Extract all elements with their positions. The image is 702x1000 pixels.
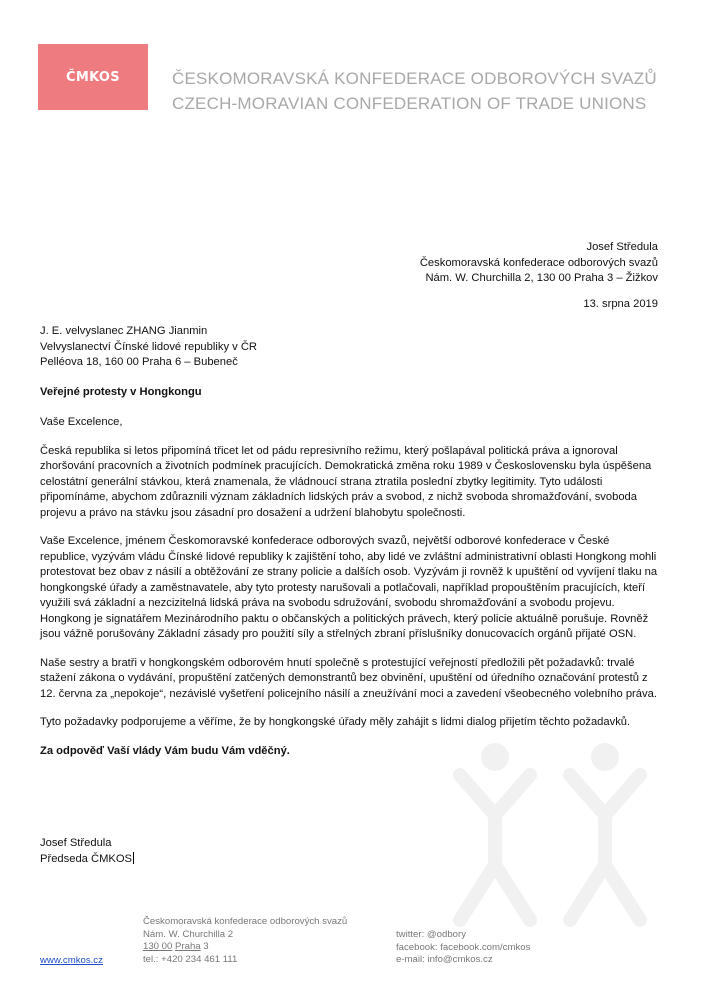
salutation: Vaše Excelence, <box>40 416 123 428</box>
watermark-figures-icon <box>400 735 700 935</box>
signature-name: Josef Středula <box>40 837 112 849</box>
sender-org: Českomoravská konfederace odborových svazů <box>419 256 658 269</box>
footer-postcode: 130 00 <box>143 941 173 952</box>
footer-facebook: facebook: facebook.com/cmkos <box>396 941 531 953</box>
org-name-czech: ČESKOMORAVSKÁ KONFEDERACE ODBOROVÝCH SVAZŮ <box>172 69 657 88</box>
signature-block <box>40 836 134 867</box>
footer-phone: tel.: +420 234 461 111 <box>143 953 238 965</box>
paragraph-5: Za odpověď Vaší vlády Vám budu Vám vděčný. <box>40 744 290 757</box>
sender-name: Josef Středula <box>586 241 658 253</box>
sender-address: Nám. W. Churchilla 2, 130 00 Praha 3 – Žižkov <box>425 272 658 284</box>
paragraph-4: Tyto požadavky podporujeme a věříme, že by hongkongské úřady měly zahájit s lidmi dialog přijetím těchto požadavků. <box>40 716 631 728</box>
footer-contacts <box>396 929 530 967</box>
addressee-line-3: Pelléova 18, 160 00 Praha 6 – Bubeneč <box>40 356 238 368</box>
logo <box>38 44 148 110</box>
paragraph-1: Česká republika si letos připomíná třicet let od pádu represivního režimu, který pošlapával politická práva a ignoroval zhoršování pracovních a životních podmínek pracujících. Demokratická změna roku 1989 v Československu byla úspěšena celostátní generální stávkou, která znamenala, že vládnoucí strana ztratila poslední zbytky legitimity. Tyto události připomínáme, abychom zdůraznili význam základních lidských práv a svobod, z nichž svoboda shromažďování, svoboda projevu a právo na stávku jsou zásadní pro dosažení a udržení blahobytu společnosti. <box>40 444 652 519</box>
footer-org: Českomoravská konfederace odborových svazů <box>143 916 348 927</box>
footer-city-line <box>143 941 347 954</box>
footer-email: e-mail: info@cmkos.cz <box>396 954 493 965</box>
sender-block <box>420 240 658 287</box>
addressee-line-2: Velvyslanectví Čínské lidové republiky v ČR <box>40 340 258 353</box>
footer-address <box>143 916 347 966</box>
addressee-block <box>40 324 257 371</box>
addressee-line-1: J. E. velvyslanec ZHANG Jianmin <box>40 325 208 337</box>
website-link[interactable]: www.cmkos.cz <box>40 955 103 966</box>
letter-subject: Veřejné protesty v Hongkongu <box>40 386 202 398</box>
paragraph-2: Vaše Excelence, jménem Českomoravské konfederace odborových svazů, největší odborové konfederace v České republice, vyzývám vládu Čínské lidové republiky k zajištění toho, aby lidé ve zvláštní administrativní oblasti Hongkong mohli protestovat bez obav z násilí a obtěžování ze strany policie a dalších osob. Vyzývám ji rovněž k upuštění od vyvíjení tlaku na hongkongské úřady a zaměstnavatele, aby tyto protesty narušovali a potlačovali, například propouštěním pracujících, kteří využili svá základní a nezcizitelná lidská práva na svobodu sdružování, svobodu shromažďování a svobodu projevu. Hongkong je signatářem Mezinárodního paktu o občanských a politických právech, který policie aktuálně porušuje. Rovněž jsou vážně porušovány Základní zásady pro použití síly a střelných zbraní příslušníky donucovacích orgánů přijaté OSN. <box>40 535 658 640</box>
logo-text: ČMKOS <box>66 69 120 85</box>
paragraph-3: Naše sestry a bratři v hongkongském odborovém hnutí společně s protestující veřejností předložili pět požadavků: trvalé stažení zákona o vydávání, propuštění zatčených demonstrantů bez obvinění, upuštění od úředního označování protestů z 12. června za „nepokoje“, nezávislé vyšetření policejního násilí a zneužívání moci a zavedení všeobecného volebního práva. <box>40 656 657 700</box>
footer-twitter: twitter: @odbory <box>396 929 466 940</box>
footer-city: Praha <box>175 941 201 952</box>
signature-title-line <box>40 852 134 868</box>
letter-date: 13. srpna 2019 <box>583 298 658 310</box>
letter-body <box>40 415 660 772</box>
org-name-english: CZECH-MORAVIAN CONFEDERATION OF TRADE UNIONS <box>172 94 647 113</box>
footer-district: 3 <box>203 941 209 952</box>
signature-title: Předseda ČMKOS <box>40 852 133 865</box>
footer-street: Nám. W. Churchilla 2 <box>143 928 234 940</box>
text-cursor <box>133 852 134 864</box>
